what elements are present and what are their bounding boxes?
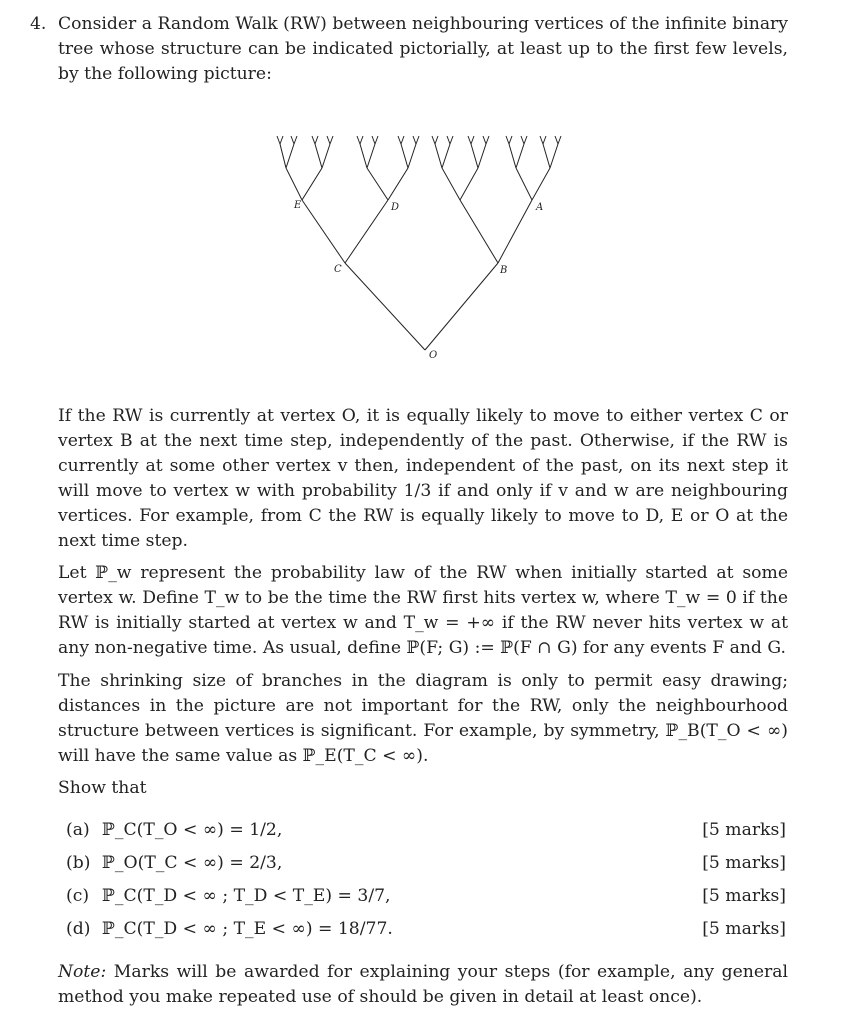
part-marks: [5 marks] <box>702 820 786 840</box>
note-paragraph <box>58 960 788 1010</box>
paragraph-symmetry: The shrinking size of branches in the diagram is only to permit easy drawing; distances in the picture are not important for the RW, only the neighbourhood structure between vertices is significant. For example, by symmetry, ℙ_B(T_O < ∞) will have the same value as ℙ_E(T_C < ∞). <box>58 671 788 766</box>
part-label: (d) <box>66 919 91 939</box>
question-number: 4. <box>30 14 47 34</box>
part-marks: [5 marks] <box>702 853 786 873</box>
part-label: (b) <box>66 853 91 873</box>
paragraph-definitions: Let ℙ_w represent the probability law of the RW when initially started at some vertex w. Define T_w to be the time the RW first hits vertex w, where T_w = 0 if the RW is initially started at vertex w and T_w = +∞ if the RW never hits vertex w at any non-negative time. As usual, define ℙ(F; G) := ℙ(F ∩ G) for any events F and G. <box>58 563 788 658</box>
question-intro: Consider a Random Walk (RW) between neighbouring vertices of the infinite binary tree whose structure can be indicated pictorially, at least up to the first few levels, by the following picture: <box>58 14 788 84</box>
part-label: (a) <box>66 820 90 840</box>
vertex-label-b: B <box>500 265 508 276</box>
part-a <box>66 818 786 851</box>
part-expression: ℙ_O(T_C < ∞) = 2/3, <box>102 853 283 873</box>
part-label: (c) <box>66 886 90 906</box>
part-marks: [5 marks] <box>702 886 786 906</box>
note-text: Marks will be awarded for explaining your steps (for example, any general method you make repeated use of should be given in detail at least once). <box>58 962 788 1007</box>
show-that-label: Show that <box>58 778 147 798</box>
binary-tree-diagram <box>270 128 570 368</box>
part-marks: [5 marks] <box>702 919 786 939</box>
tree-edges <box>277 136 561 350</box>
vertex-label-o: O <box>429 350 438 361</box>
part-expression: ℙ_C(T_O < ∞) = 1/2, <box>102 820 283 840</box>
part-expression: ℙ_C(T_D < ∞ ; T_E < ∞) = 18/77. <box>102 919 393 939</box>
paragraph-rw-rules: If the RW is currently at vertex O, it is equally likely to move to either vertex C or vertex B at the next time step, independently of the past. Otherwise, if the RW is currently at some other vertex v then, independent of the past, on its next step it will move to vertex w with probability 1/3 if and only if v and w are neighbouring vertices. For example, from C the RW is equally likely to move to D, E or O at the next time step. <box>58 406 788 551</box>
part-b <box>66 851 786 884</box>
note-label: Note: <box>58 962 107 982</box>
part-expression: ℙ_C(T_D < ∞ ; T_D < T_E) = 3/7, <box>102 886 391 906</box>
parts-list <box>66 818 786 950</box>
part-d <box>66 917 786 950</box>
vertex-label-a: A <box>536 202 544 213</box>
part-c <box>66 884 786 917</box>
vertex-label-d: D <box>391 202 400 213</box>
vertex-label-c: C <box>334 264 342 275</box>
vertex-label-e: E <box>294 200 302 211</box>
